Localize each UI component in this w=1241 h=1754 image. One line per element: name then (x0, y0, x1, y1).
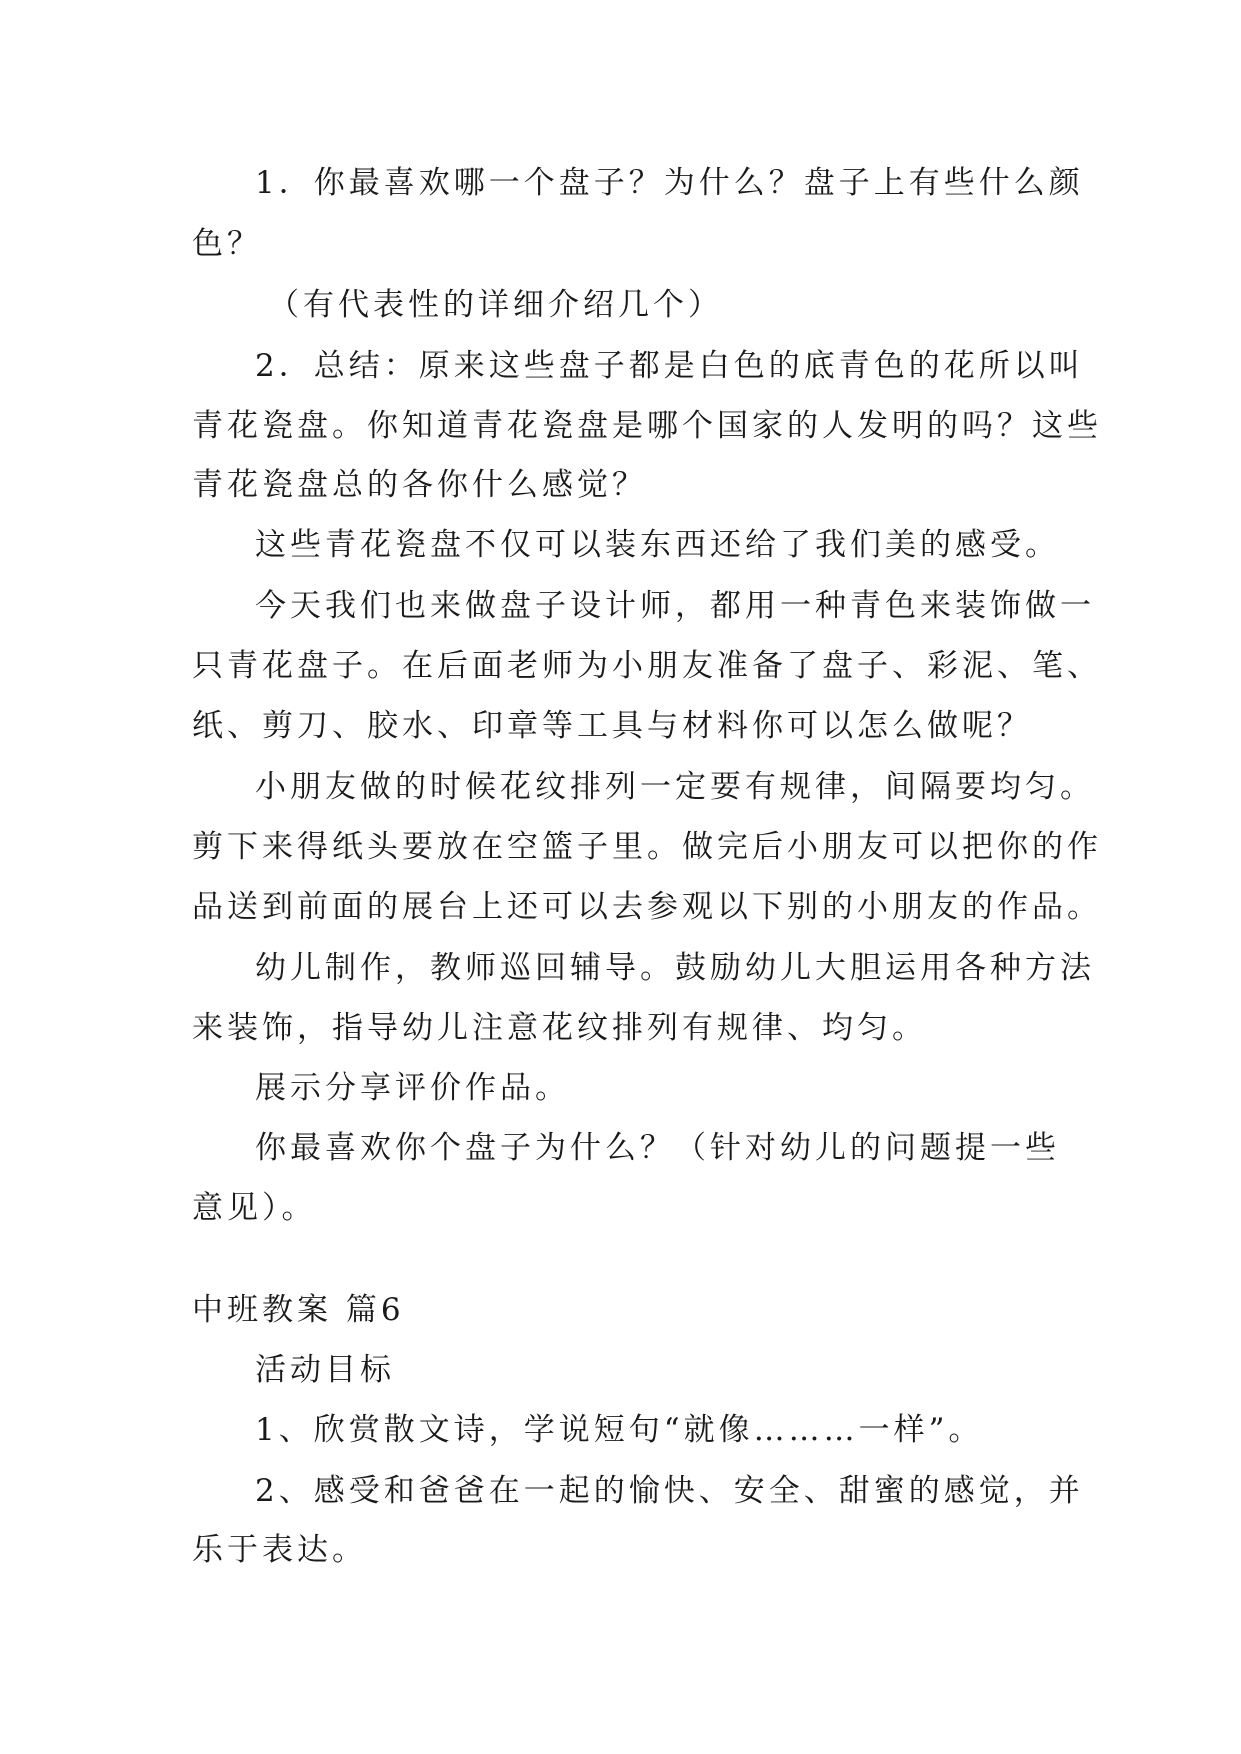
paragraph-line: 1．你最喜欢哪一个盘子？为什么？盘子上有些什么颜 (255, 165, 1084, 201)
subsection-heading: 活动目标 (255, 1352, 395, 1388)
paragraph-line: 这些青花瓷盘不仅可以装东西还给了我们美的感受。 (255, 527, 1060, 563)
paragraph-line: 2、感受和爸爸在一起的愉快、安全、甜蜜的感觉，并 (255, 1473, 1084, 1509)
paragraph-line: 乐于表达。 (192, 1532, 367, 1568)
paragraph-line: 纸、剪刀、胶水、印章等工具与材料你可以怎么做呢？ (192, 708, 1032, 744)
paragraph-line: 1、欣赏散文诗，学说短句“就像………一样”。 (255, 1412, 984, 1448)
paragraph-line: 剪下来得纸头要放在空篮子里。做完后小朋友可以把你的作 (192, 829, 1102, 865)
paragraph-line: 只青花盘子。在后面老师为小朋友准备了盘子、彩泥、笔、 (192, 648, 1102, 684)
paragraph-line: 今天我们也来做盘子设计师，都用一种青色来装饰做一 (255, 588, 1095, 624)
paragraph-line: 幼儿制作，教师巡回辅导。鼓励幼儿大胆运用各种方法 (255, 950, 1095, 986)
paragraph-line: 青花瓷盘总的各你什么感觉？ (192, 467, 647, 503)
paragraph-line: 品送到前面的展台上还可以去参观以下别的小朋友的作品。 (192, 889, 1102, 925)
paragraph-line: 青花瓷盘。你知道青花瓷盘是哪个国家的人发明的吗？这些 (192, 408, 1102, 444)
paragraph-line: 展示分享评价作品。 (255, 1070, 570, 1106)
paragraph-line: （有代表性的详细介绍几个） (268, 287, 723, 323)
paragraph-line: 来装饰，指导幼儿注意花纹排列有规律、均匀。 (192, 1010, 927, 1046)
paragraph-line: 你最喜欢你个盘子为什么？（针对幼儿的问题提一些 (255, 1130, 1060, 1166)
paragraph-line: 2．总结：原来这些盘子都是白色的底青色的花所以叫 (255, 348, 1084, 384)
paragraph-line: 意见）。 (192, 1190, 317, 1226)
section-heading: 中班教案 篇6 (192, 1292, 405, 1328)
paragraph-line: 小朋友做的时候花纹排列一定要有规律，间隔要均匀。 (255, 769, 1095, 805)
paragraph-line: 色？ (192, 226, 262, 262)
